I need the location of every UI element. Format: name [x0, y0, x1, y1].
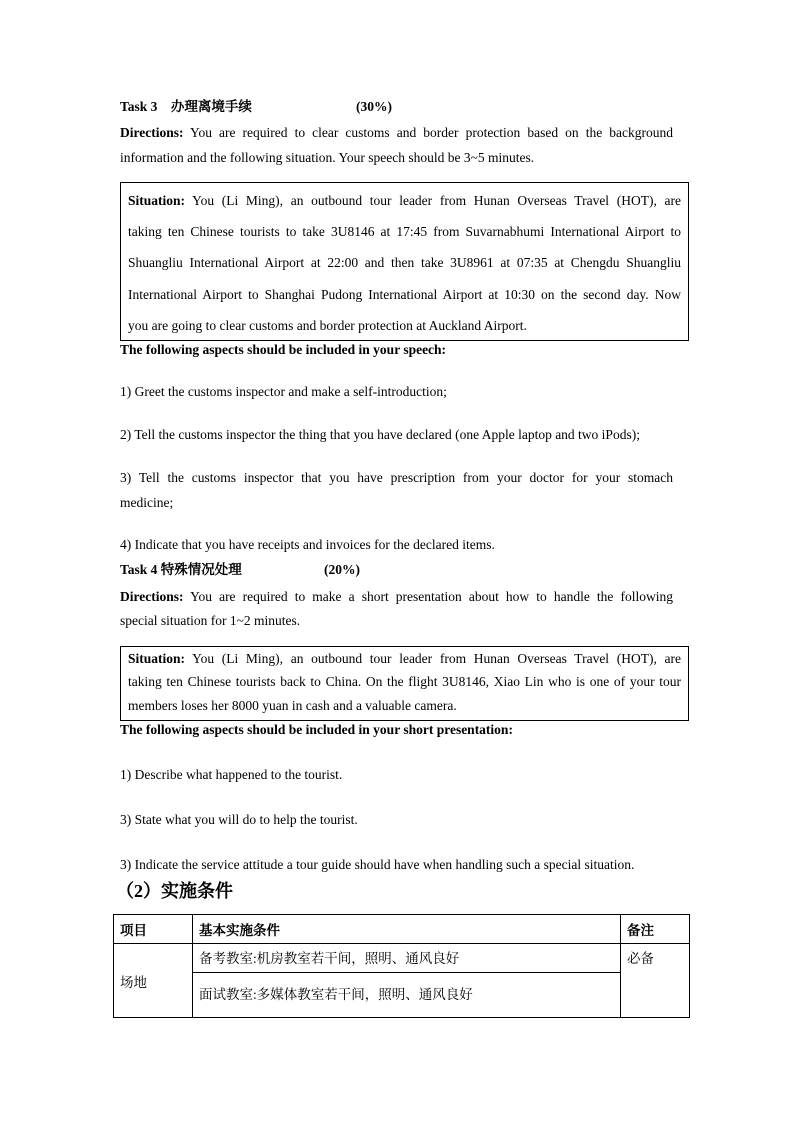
directions-text: You are required to clear customs and border protection based on the background: [183, 125, 673, 140]
situation-line: [128, 651, 681, 667]
situation-line: [128, 193, 681, 209]
task4-directions-line2: special situation for 1~2 minutes.: [120, 613, 301, 628]
task3-heading: Task 3 办理离境手续: [120, 99, 252, 114]
table-cell: 面试教室:多媒体教室若干间，照明、通风良好: [193, 973, 621, 1018]
section2-heading: （2）实施条件: [116, 881, 233, 901]
task4-item: 3) Indicate the service attitude a tour guide should have when handling such a special situation.: [120, 857, 635, 872]
task4-directions-line1: [120, 589, 673, 605]
task3-situation-box: [120, 182, 689, 341]
task3-item: 2) Tell the customs inspector the thing that you have declared (one Apple laptop and two iPods);: [120, 427, 640, 442]
task4-aspects-heading: The following aspects should be included in your short presentation:: [120, 722, 513, 737]
situation-text: You (Li Ming), an outbound tour leader from Hunan Overseas Travel (HOT), are: [185, 651, 681, 666]
task3-item: 4) Indicate that you have receipts and invoices for the declared items.: [120, 537, 495, 552]
task3-item: 3) Tell the customs inspector that you have prescription from your doctor for your stomach: [120, 470, 673, 485]
task4-weight: (20%): [324, 562, 360, 577]
situation-line: you are going to clear customs and border protection at Auckland Airport.: [128, 318, 527, 333]
task4-situation-box: [120, 646, 689, 721]
situation-line: taking ten Chinese tourists back to China. On the flight 3U8146, Xiao Lin who is one of your tour: [128, 674, 681, 689]
directions-text: You are required to make a short presentation about how to handle the following: [183, 589, 673, 604]
situation-line: taking ten Chinese tourists to take 3U8146 at 17:45 from Suvarnabhumi International Airport to: [128, 224, 681, 239]
task3-weight: (30%): [356, 99, 392, 114]
task3-item: 1) Greet the customs inspector and make a self-introduction;: [120, 384, 447, 399]
task3-directions-line2: information and the following situation. Your speech should be 3~5 minutes.: [120, 150, 535, 165]
table-cell: 备考教室:机房教室若干间，照明、通风良好: [193, 944, 621, 973]
situation-label: Situation:: [128, 193, 186, 208]
task3-directions-line1: [120, 125, 673, 141]
task3-item: medicine;: [120, 495, 174, 510]
table-header: 项目: [114, 915, 193, 944]
situation-text: You (Li Ming), an outbound tour leader from Hunan Overseas Travel (HOT), are: [185, 193, 681, 208]
table-header: 基本实施条件: [193, 915, 621, 944]
conditions-table: [113, 914, 690, 1018]
task4-item: 3) State what you will do to help the tourist.: [120, 812, 358, 827]
table-row: [114, 973, 690, 1018]
task4-heading: Task 4 特殊情况处理: [120, 562, 242, 577]
task4-item: 1) Describe what happened to the tourist.: [120, 767, 343, 782]
table-row: [114, 944, 690, 973]
venue-cell: 场地: [114, 944, 193, 1018]
directions-label: Directions:: [120, 589, 184, 604]
note-cell: 必备: [621, 944, 690, 1018]
situation-line: members loses her 8000 yuan in cash and a valuable camera.: [128, 698, 457, 713]
situation-line: Shuangliu International Airport at 22:00 and then take 3U8961 at 07:35 at Chengdu Shuangliu: [128, 255, 681, 270]
task3-aspects-heading: The following aspects should be included in your speech:: [120, 342, 447, 357]
table-header: 备注: [621, 915, 690, 944]
table-header-row: [114, 915, 690, 944]
directions-label: Directions:: [120, 125, 184, 140]
situation-line: International Airport to Shanghai Pudong International Airport at 10:30 on the second day. Now: [128, 287, 681, 302]
situation-label: Situation:: [128, 651, 186, 666]
